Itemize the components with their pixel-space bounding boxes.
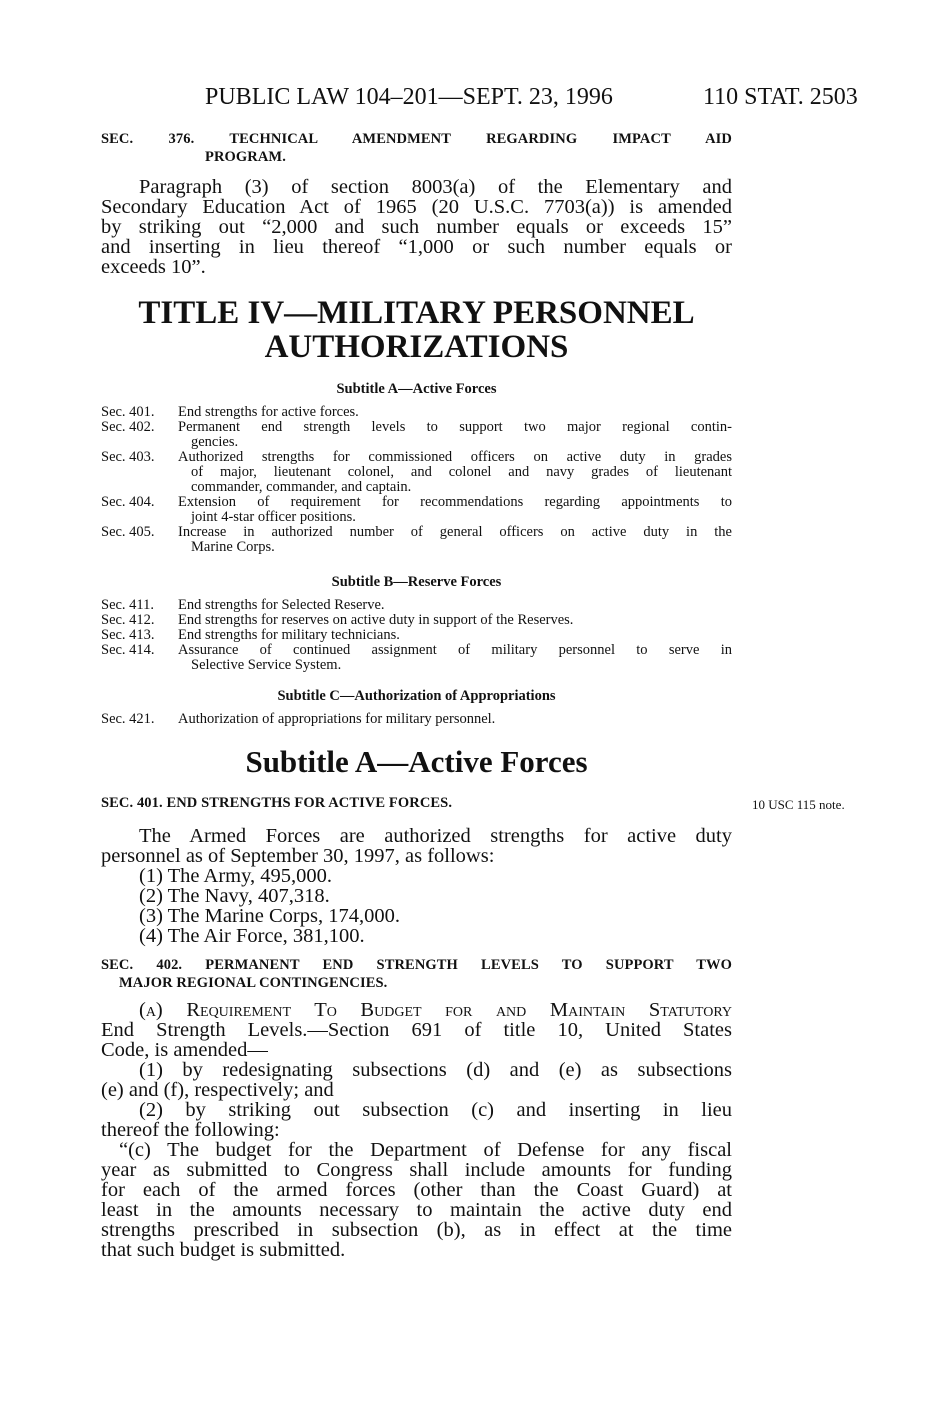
toc-entry-text [178,598,732,613]
text-line: (a) Requirement To Budget for and Maintain Statutory [139,999,732,1021]
text-line: (2) by striking out subsection (c) and inserting in lieu [139,1099,732,1121]
toc-entry-text [178,712,732,727]
toc-entry-text [178,495,732,525]
toc-entry [101,450,732,495]
toc-entry-text [178,525,732,555]
text-line: Paragraph (3) of section 8003(a) of the Elementary and [139,176,732,198]
toc-line: Authorization of appropriations for military personnel. [178,711,496,727]
toc-entry [101,420,732,450]
toc-line: End strengths for active forces. [178,404,359,420]
toc-section-number: Sec. 401. [101,404,155,420]
toc-entry-text [178,450,732,495]
toc-line: commander, commander, and captain. [191,479,412,495]
toc-line: End strengths for Selected Reserve. [178,597,385,613]
text-line: Code, is amended— [101,1039,268,1061]
text-line: End Strength Levels.—Section 691 of title 10, United States [101,1019,732,1041]
toc-section-number: Sec. 412. [101,612,155,628]
toc-entry [101,712,732,727]
text-line: The Armed Forces are authorized strengths for active duty [139,825,732,847]
toc-entry-text [178,405,732,420]
toc-entry [101,628,732,643]
toc-section-number: Sec. 421. [101,711,155,727]
subtitle-a-heading: Subtitle A—Active Forces [245,744,588,779]
section-401-text [101,826,732,946]
toc-section-number: Sec. 403. [101,449,155,465]
toc-entry [101,598,732,613]
toc-list-a [101,405,732,555]
toc-list-c [101,712,732,727]
text-line: and inserting in lieu thereof “1,000 or such number equals or [101,236,732,258]
toc-section-number: Sec. 402. [101,419,155,435]
text-line: that such budget is submitted. [101,1239,346,1261]
toc-line: Marine Corps. [191,539,275,555]
section-402-text [101,1000,732,1260]
toc-subtitle-b: Subtitle B—Reserve Forces [331,574,502,590]
text-line: least in the amounts necessary to maintain the active duty end [101,1199,732,1221]
title-heading [101,296,732,364]
toc-line: Authorized strengths for commissioned officers on active duty in grades [178,449,732,465]
text-line: personnel as of September 30, 1997, as follows: [101,845,495,867]
toc-line: joint 4-star officer positions. [191,509,356,525]
toc-section-number: Sec. 411. [101,597,155,613]
toc-line: Increase in authorized number of general officers on active duty in the [178,524,732,540]
section-376-heading: SEC. 376. TECHNICAL AMENDMENT REGARDING IMPACT AID [101,131,732,147]
toc-line: End strengths for reserves on active duty in support of the Reserves. [178,612,574,628]
toc-line: gencies. [191,434,239,450]
toc-entry [101,525,732,555]
toc-subtitle-a: Subtitle A—Active Forces [336,381,497,397]
toc-entry [101,643,732,673]
text-line: thereof the following: [101,1119,280,1141]
toc-entry-text [178,628,732,643]
text-line: year as submitted to Congress shall include amounts for funding [101,1159,732,1181]
text-line: by striking out “2,000 and such number equals or exceeds 15” [101,216,732,238]
toc-line: Assurance of continued assignment of military personnel to serve in [178,642,732,658]
toc-line: Selective Service System. [191,657,342,673]
text-line: strengths prescribed in subsection (b), as in effect at the time [101,1219,732,1241]
list-item: (4) The Air Force, 381,100. [139,925,365,947]
toc-line: End strengths for military technicians. [178,627,400,643]
toc-section-number: Sec. 404. [101,494,155,510]
running-header: PUBLIC LAW 104–201—SEPT. 23, 1996 [205,84,613,110]
text-line: (e) and (f), respectively; and [101,1079,334,1101]
toc-line: Extension of requirement for recommendations regarding appointments to [178,494,732,510]
text-line: “(c) The budget for the Department of Defense for any fiscal [119,1139,732,1161]
page-stat-number: 110 STAT. 2503 [703,84,858,110]
toc-entry [101,405,732,420]
section-402-heading: SEC. 402. PERMANENT END STRENGTH LEVELS TO SUPPORT TWO [101,957,732,973]
toc-entry-text [178,613,732,628]
text-line: (1) by redesignating subsections (d) and (e) as subsections [139,1059,732,1081]
margin-note: 10 USC 115 note. [752,797,845,812]
toc-entry [101,495,732,525]
text-line: Secondary Education Act of 1965 (20 U.S.C. 7703(a)) is amended [101,196,732,218]
section-376-heading-cont: PROGRAM. [205,149,286,165]
toc-list-b [101,598,732,673]
title-line: AUTHORIZATIONS [264,329,569,365]
toc-section-number: Sec. 414. [101,642,155,658]
toc-line: Permanent end strength levels to support two major regional contin- [178,419,732,435]
toc-section-number: Sec. 413. [101,627,155,643]
section-376-text [101,177,732,277]
section-402-heading-cont: MAJOR REGIONAL CONTINGENCIES. [119,975,388,991]
text-line: exceeds 10”. [101,256,206,278]
toc-section-number: Sec. 405. [101,524,155,540]
toc-entry-text [178,420,732,450]
list-item: (1) The Army, 495,000. [139,865,333,887]
toc-entry-text [178,643,732,673]
list-item: (3) The Marine Corps, 174,000. [139,905,400,927]
title-line: TITLE IV—MILITARY PERSONNEL [138,295,695,331]
section-401-heading: SEC. 401. END STRENGTHS FOR ACTIVE FORCES. [101,795,453,811]
toc-entry [101,613,732,628]
toc-subtitle-c: Subtitle C—Authorization of Appropriations [277,688,556,704]
list-item: (2) The Navy, 407,318. [139,885,330,907]
toc-line: of major, lieutenant colonel, and colonel and navy grades of lieutenant [191,464,732,480]
text-line: for each of the armed forces (other than the Coast Guard) at [101,1179,732,1201]
